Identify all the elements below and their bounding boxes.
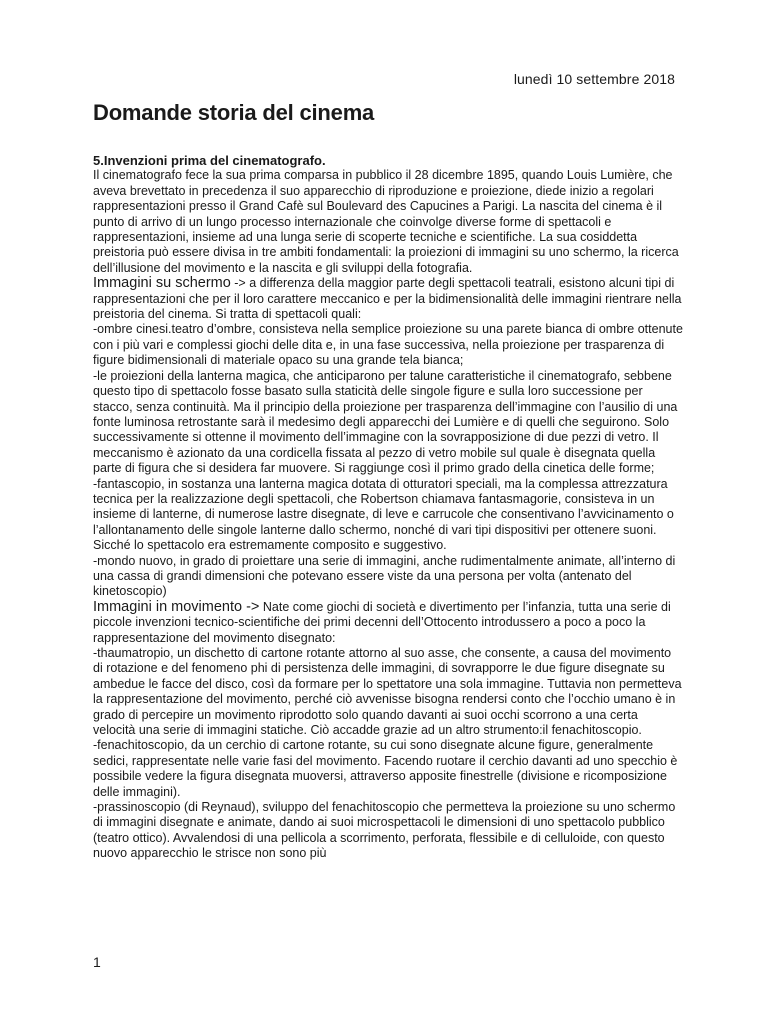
section-heading: 5.Invenzioni prima del cinematografo. — [93, 153, 326, 168]
subsection-text: -> a differenza della maggior parte degli spettacoli teatrali, esistono alcuni tipi di rappresentazioni che per il loro carattere meccanico e per la bidimensionalità delle immagini rientrare nella preistoria del cinema. Si tratta di spettacoli quali: — [93, 276, 682, 322]
page-number: 1 — [93, 954, 101, 970]
document-date: lunedì 10 settembre 2018 — [513, 71, 675, 87]
document-title: Domande storia del cinema — [93, 100, 375, 125]
subsection-immagini-in-movimento — [93, 600, 683, 646]
subsection-label: Immagini su schermo — [93, 275, 231, 292]
subsection-text: Nate come giochi di società e divertimento per l’infanzia, tutta una serie di piccole invenzioni tecnico-scientifiche dei primi decenni dell’Ottocento introdussero a poco a poco la rappresentazione del movimento disegnato: — [93, 599, 671, 645]
list-item-fantascopio: -fantascopio, in sostanza una lanterna magica dotata di otturatori speciali, ma la complessa attrezzatura tecnica per la realizzazione degli spettacoli, che Robertson chiamava fantasmagorie, consisteva in un insieme di lanterne, di numerose lastre disegnate, di leve e carrucole che consentivano l’avvicinamento o l’allontanamento delle singole lanterne dallo schermo, nonché di vari tipi dispositivi per ottenere suoni. Sicché lo spettacolo era estremamente composito e suggestivo. — [93, 476, 674, 553]
subsection-immagini-su-schermo — [93, 276, 683, 322]
list-item-fenachitoscopio: -fenachitoscopio, da un cerchio di cartone rotante, su cui sono disegnate alcune figure, generalmente sedici, rappresentate nelle varie fasi del movimento. Facendo ruotare il cerchio davanti ad uno specchio è possibile vedere la figura disegnata muoversi, attraverso apposite finestrelle (divisione e ricomposizione delle immagini). — [93, 738, 678, 799]
list-item-mondo-nuovo: -mondo nuovo, in grado di proiettare una serie di immagini, anche rudimentalmente animate, all’interno di una cassa di grandi dimensioni che potevano essere viste da una persona per volta (antenato del kinetoscopio) — [93, 553, 676, 599]
intro-paragraph: Il cinematografo fece la sua prima comparsa in pubblico il 28 dicembre 1895, quando Louis Lumière, che aveva brevettato in precedenza il suo apparecchio di riproduzione e proiezione, diede inizio a regolari rappresentazioni presso il Grand Cafè sul Boulevard des Capucines a Parigi. La nascita del cinema è il punto di arrivo di un lungo processo internazionale che coinvolge diverse forme di spettacoli e rappresentazioni, insieme ad una lunga serie di scoperte tecniche e scientifiche. La sua cosiddetta preistoria può essere divisa in tre ambiti fondamentali: la proiezioni di immagini su uno schermo, la ricerca dell’illusione del movimento e la nascita e gli sviluppi della fotografia. — [93, 168, 679, 275]
list-item-lanterna-magica: -le proiezioni della lanterna magica, che anticiparono per talune caratteristiche il cinematografo, sebbene questo tipo di spettacolo fosse basato sulla staticità delle singole figure e sulla loro successione per stacco, senza continuità. Ma il principio della proiezione per trasparenza dell’immagine con l’ausilio di una fonte luminosa retrostante sarà il medesimo degli apparecchi dei Lumière e di quelli che seguirono. Solo successivamente si ottenne il movimento dell’immagine con la sovrapposizione di due pezzi di vetro. Il meccanismo è azionato da una cordicella fissata al pezzo di vetro mobile sul quale è disegnata quella parte di figura che si desidera far muovere. Si raggiunge così il primo grado della cinetica delle forme; — [93, 368, 678, 476]
list-item-ombre-cinesi: -ombre cinesi.teatro d’ombre, consisteva nella semplice proiezione su una parete bianca di ombre ottenute con i più vari e complessi giochi delle dita e, in una fase successiva, nella proiezione per trasparenza di figure bidimensionali di materiale opaco su una grande tela bianca; — [93, 322, 683, 368]
document-body — [93, 153, 683, 862]
list-item-prassinoscopio: -prassinoscopio (di Reynaud), sviluppo del fenachitoscopio che permetteva la proiezione su uno schermo di immagini disegnate e animate, dando ai suoi microspettacoli le dimensioni di uno spettacolo pubblico (teatro ottico). Avvalendosi di una pellicola a scorrimento, perforata, flessibile e di celluloide, con questo nuovo apparecchio le strisce non sono più — [93, 800, 676, 861]
subsection-label: Immagini in movimento -> — [93, 598, 260, 615]
list-item-thaumatropio: -thaumatropio, un dischetto di cartone rotante attorno al suo asse, che consente, a causa del movimento di rotazione e del fenomeno phi di persistenza delle immagini, di sovrapporre le due figure disegnate su ambedue le facce del disco, così da formare per lo spettatore una sola immagine. Tuttavia non permetteva la rappresentazione del movimento, perché ciò avvenisse bisogna rendersi conto che l’occhio umano è in grado di percepire un movimento riprodotto solo quando davanti ai suoi occhi scorrono a una certa velocità una serie di immagini statiche. Ciò accadde grazie ad un altro strumento:il fenachitoscopio. — [93, 646, 682, 738]
